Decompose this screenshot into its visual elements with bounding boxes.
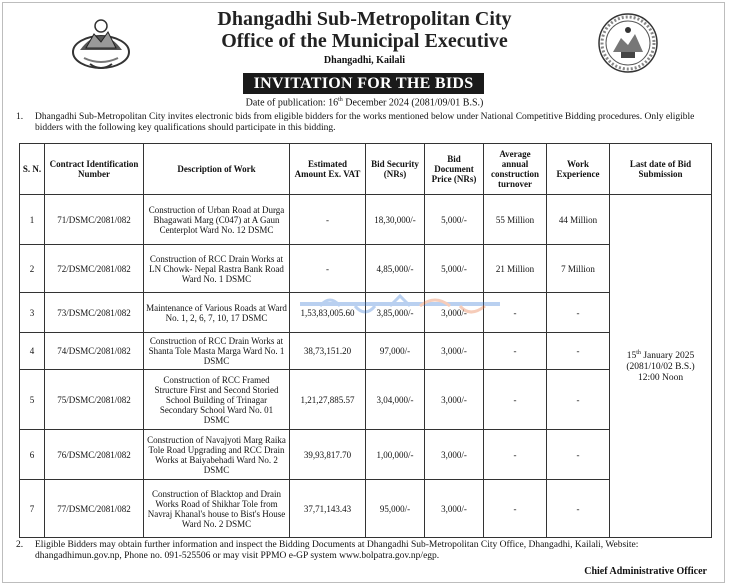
cell-description: Construction of Urban Road at Durga Bhagawati Marg (C047) at A Gaun Centerplot Ward No. 12 DSMC [144,195,290,245]
office-title: Dhangadhi Sub-Metropolitan City [217,8,512,30]
intro-text: Dhangadhi Sub-Metropolitan City invites electronic bids from eligible bidders for the works mentioned below under National Competitive Bidding procedures. Only eligible bidders with the following key qualifications should participate in this bidding. [35,112,695,133]
cell-turnover: - [484,430,547,480]
notice-banner: INVITATION FOR THE BIDS [243,73,484,94]
cell-description: Construction of RCC Drain Works at LN Chowk- Nepal Rastra Bank Road Ward No. 1 DSMC [144,245,290,293]
cell-security: 3,85,000/- [366,293,425,333]
cell-security: 4,85,000/- [366,245,425,293]
col-sn: S. N. [20,144,45,195]
table-row [20,195,712,245]
cell-turnover: - [484,370,547,430]
office-location: Dhangadhi, Kailali [323,55,406,66]
cell-contract: 75/DSMC/2081/082 [45,370,144,430]
cell-sn: 6 [20,430,45,480]
col-experience: Work Experience [547,144,610,195]
col-deadline: Last date of Bid Submission [610,144,712,195]
bids-table [19,143,712,538]
cell-experience: - [547,370,610,430]
cell-security: 1,00,000/- [366,430,425,480]
cell-doc-price: 3,000/- [425,430,484,480]
cell-description: Construction of Blacktop and Drain Works Road of Shikhar Tole from Navraj Khanal's house to Bist's House Ward No. 2 DSMC [144,480,290,538]
col-contract: Contract Identification Number [45,144,144,195]
cell-security: 97,000/- [366,333,425,370]
cell-experience: 7 Million [547,245,610,293]
col-estimate: Estimated Amount Ex. VAT [290,144,366,195]
cell-contract: 73/DSMC/2081/082 [45,293,144,333]
table-row [20,480,712,538]
cell-turnover: 55 Million [484,195,547,245]
cell-security: 18,30,000/- [366,195,425,245]
cell-sn: 2 [20,245,45,293]
cell-turnover: - [484,480,547,538]
col-turnover: Average annual construction turnover [484,144,547,195]
footer-text: Eligible Bidders may obtain further information and inspect the Bidding Documents at Dhangadhi Sub-Metropolitan City Office, Dhangadhi, Kailali, Website: dhangadhimun.gov.np, Phone no. 091-525506 or may visit PPMO e-GP system www.bolpatra.gov.np/egp. [35,540,639,561]
cell-experience: - [547,430,610,480]
cell-sn: 7 [20,480,45,538]
cell-estimate: - [290,245,366,293]
cell-description: Construction of RCC Drain Works at Shanta Tole Masta Marga Ward No. 1 DSMC [144,333,290,370]
cell-experience: - [547,480,610,538]
cell-doc-price: 5,000/- [425,245,484,293]
col-security: Bid Security (NRs) [366,144,425,195]
cell-sn: 5 [20,370,45,430]
intro-paragraph [16,112,716,134]
table-row [20,245,712,293]
cell-turnover: - [484,293,547,333]
cell-contract: 74/DSMC/2081/082 [45,333,144,370]
footer-paragraph [16,540,716,562]
header [0,8,729,69]
deadline-date: 15th January 2025 [626,349,695,362]
cell-experience: - [547,293,610,333]
cell-sn: 3 [20,293,45,333]
cell-estimate: 1,21,27,885.57 [290,370,366,430]
cell-turnover: 21 Million [484,245,547,293]
table-row [20,293,712,333]
footer-number: 2. [16,540,24,550]
signoff: Chief Administrative Officer [584,566,707,577]
cell-doc-price: 3,000/- [425,370,484,430]
cell-sn: 4 [20,333,45,370]
cell-deadline [610,195,712,538]
cell-security: 3,04,000/- [366,370,425,430]
cell-doc-price: 5,000/- [425,195,484,245]
cell-description: Construction of Navajyoti Marg Raika Tole Road Upgrading and RCC Drain Works at Baiyabehadi Ward No. 2 DSMC [144,430,290,480]
deadline-bs-date: (2081/10/02 B.S.) [626,362,695,373]
col-description: Description of Work [144,144,290,195]
cell-estimate: 1,53,83,005.60 [290,293,366,333]
office-subtitle: Office of the Municipal Executive [221,30,508,52]
cell-experience: 44 Million [547,195,610,245]
cell-contract: 72/DSMC/2081/082 [45,245,144,293]
publication-date: Date of publication: 16th December 2024 (2081/09/01 B.S.) [245,97,484,109]
intro-number: 1. [16,112,24,122]
cell-contract: 71/DSMC/2081/082 [45,195,144,245]
cell-experience: - [547,333,610,370]
cell-turnover: - [484,333,547,370]
table-header-row [20,144,712,195]
table-row [20,333,712,370]
table-row [20,430,712,480]
cell-contract: 76/DSMC/2081/082 [45,430,144,480]
deadline-time: 12:00 Noon [637,373,684,384]
cell-doc-price: 3,000/- [425,480,484,538]
cell-estimate: 38,73,151.20 [290,333,366,370]
cell-security: 95,000/- [366,480,425,538]
cell-estimate: - [290,195,366,245]
cell-estimate: 39,93,817.70 [290,430,366,480]
cell-sn: 1 [20,195,45,245]
cell-contract: 77/DSMC/2081/082 [45,480,144,538]
cell-doc-price: 3,000/- [425,293,484,333]
cell-doc-price: 3,000/- [425,333,484,370]
cell-description: Construction of RCC Framed Structure First and Second Storied School Building of Trinagar Secondary School Ward No. 01 DSMC [144,370,290,430]
cell-description: Maintenance of Various Roads at Ward No. 1, 2, 6, 7, 10, 17 DSMC [144,293,290,333]
col-doc-price: Bid Document Price (NRs) [425,144,484,195]
table-row [20,370,712,430]
cell-estimate: 37,71,143.43 [290,480,366,538]
